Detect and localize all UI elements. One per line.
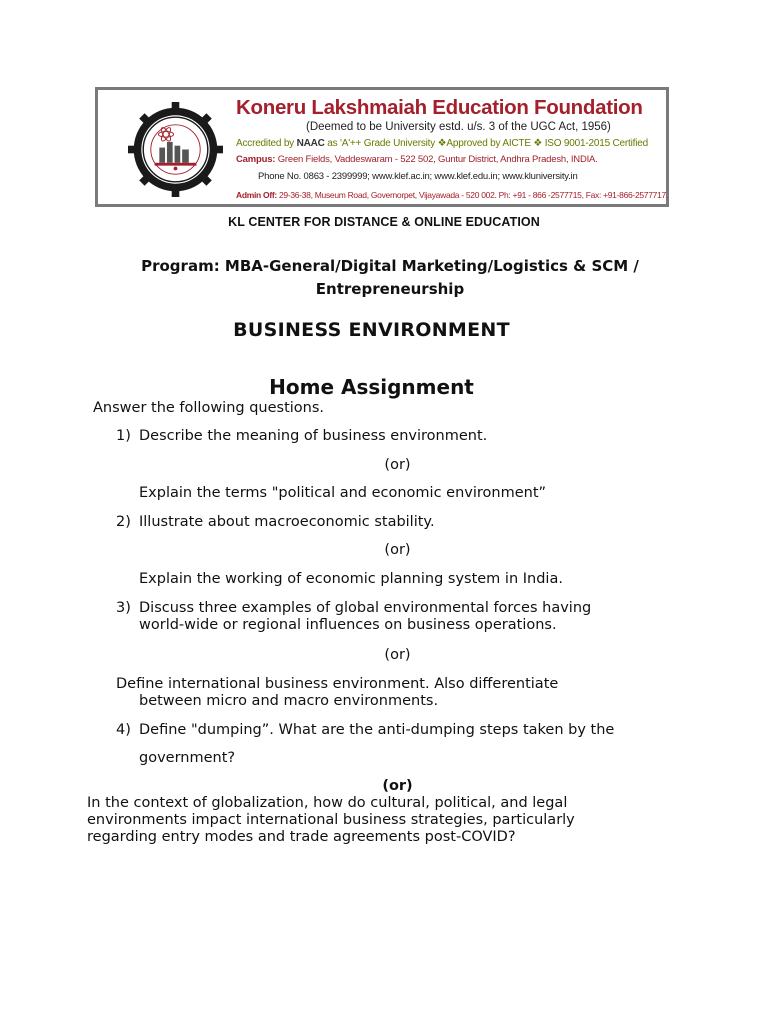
accreditation-rest: as 'A'++ Grade University ❖Approved by AICTE ❖ ISO 9001-2015 Certified <box>327 138 648 149</box>
admin-office-address: 29-36-38, Museum Road, Governorpet, Vijayawada - 520 002. Ph: +91 - 866 -2577715, Fax: +91-866-2577717. <box>278 190 669 200</box>
final-question-line-3: regarding entry modes and trade agreements post-COVID? <box>87 829 516 845</box>
question-text: Describe the meaning of business environment. <box>139 428 488 444</box>
alternate-question-text: Explain the working of economic planning system in India. <box>139 571 563 587</box>
final-question-line-2: environments impact international business strategies, particularly <box>87 812 575 828</box>
campus-line <box>236 153 666 166</box>
contact-line: Phone No. 0863 - 2399999; www.klef.ac.in; www.klef.edu.in; www.kluniversity.in <box>258 171 578 182</box>
header-banner <box>95 87 669 207</box>
accreditation-naac: NAAC <box>296 138 325 149</box>
organization-name: Koneru Lakshmaiah Education Foundation <box>236 96 643 119</box>
program-line-2: Entrepreneurship <box>315 280 465 298</box>
accreditation-line <box>236 137 666 151</box>
question-text: Illustrate about macroeconomic stability. <box>139 514 435 530</box>
university-seal-icon <box>128 102 223 197</box>
question-number: 3) <box>116 600 131 616</box>
program-title <box>100 255 680 301</box>
question-text-line-2: world-wide or regional influences on business operations. <box>139 617 557 633</box>
question-text-line-1: Discuss three examples of global environmental forces having <box>139 600 592 616</box>
banner-text-block <box>236 96 669 201</box>
assignment-title: Home Assignment <box>269 375 474 399</box>
alternate-question-line-2: between micro and macro environments. <box>139 693 439 709</box>
subject-title: BUSINESS ENVIRONMENT <box>233 319 510 341</box>
accreditation-prefix: Accredited by <box>236 138 294 149</box>
deemed-university-note: (Deemed to be University estd. u/s. 3 of the UGC Act, 1956) <box>306 121 611 133</box>
or-separator: (or) <box>384 647 411 663</box>
or-separator: (or) <box>384 457 411 473</box>
center-heading: KL CENTER FOR DISTANCE & ONLINE EDUCATION <box>228 215 540 229</box>
instruction-text: Answer the following questions. <box>93 400 325 416</box>
admin-office-label: Admin Off: <box>236 190 277 200</box>
or-separator-bold: (or) <box>382 778 413 794</box>
question-text-line-2: government? <box>139 750 236 766</box>
final-question-line-1: In the context of globalization, how do cultural, political, and legal <box>87 795 568 811</box>
or-separator: (or) <box>384 542 411 558</box>
campus-address: Green Fields, Vaddeswaram - 522 502, Guntur District, Andhra Pradesh, INDIA. <box>277 154 598 165</box>
alternate-question-line-1: Define international business environment. Also differentiate <box>116 676 559 692</box>
question-number: 1) <box>116 428 131 444</box>
question-text-line-1: Define "dumping”. What are the anti-dumping steps taken by the <box>139 722 615 738</box>
program-line-1: Program: MBA-General/Digital Marketing/Logistics & SCM / <box>141 257 639 275</box>
campus-label: Campus: <box>236 154 276 165</box>
admin-office-line <box>236 189 669 201</box>
question-number: 4) <box>116 722 131 738</box>
question-number: 2) <box>116 514 131 530</box>
alternate-question-text: Explain the terms "political and economic environment” <box>139 485 547 501</box>
